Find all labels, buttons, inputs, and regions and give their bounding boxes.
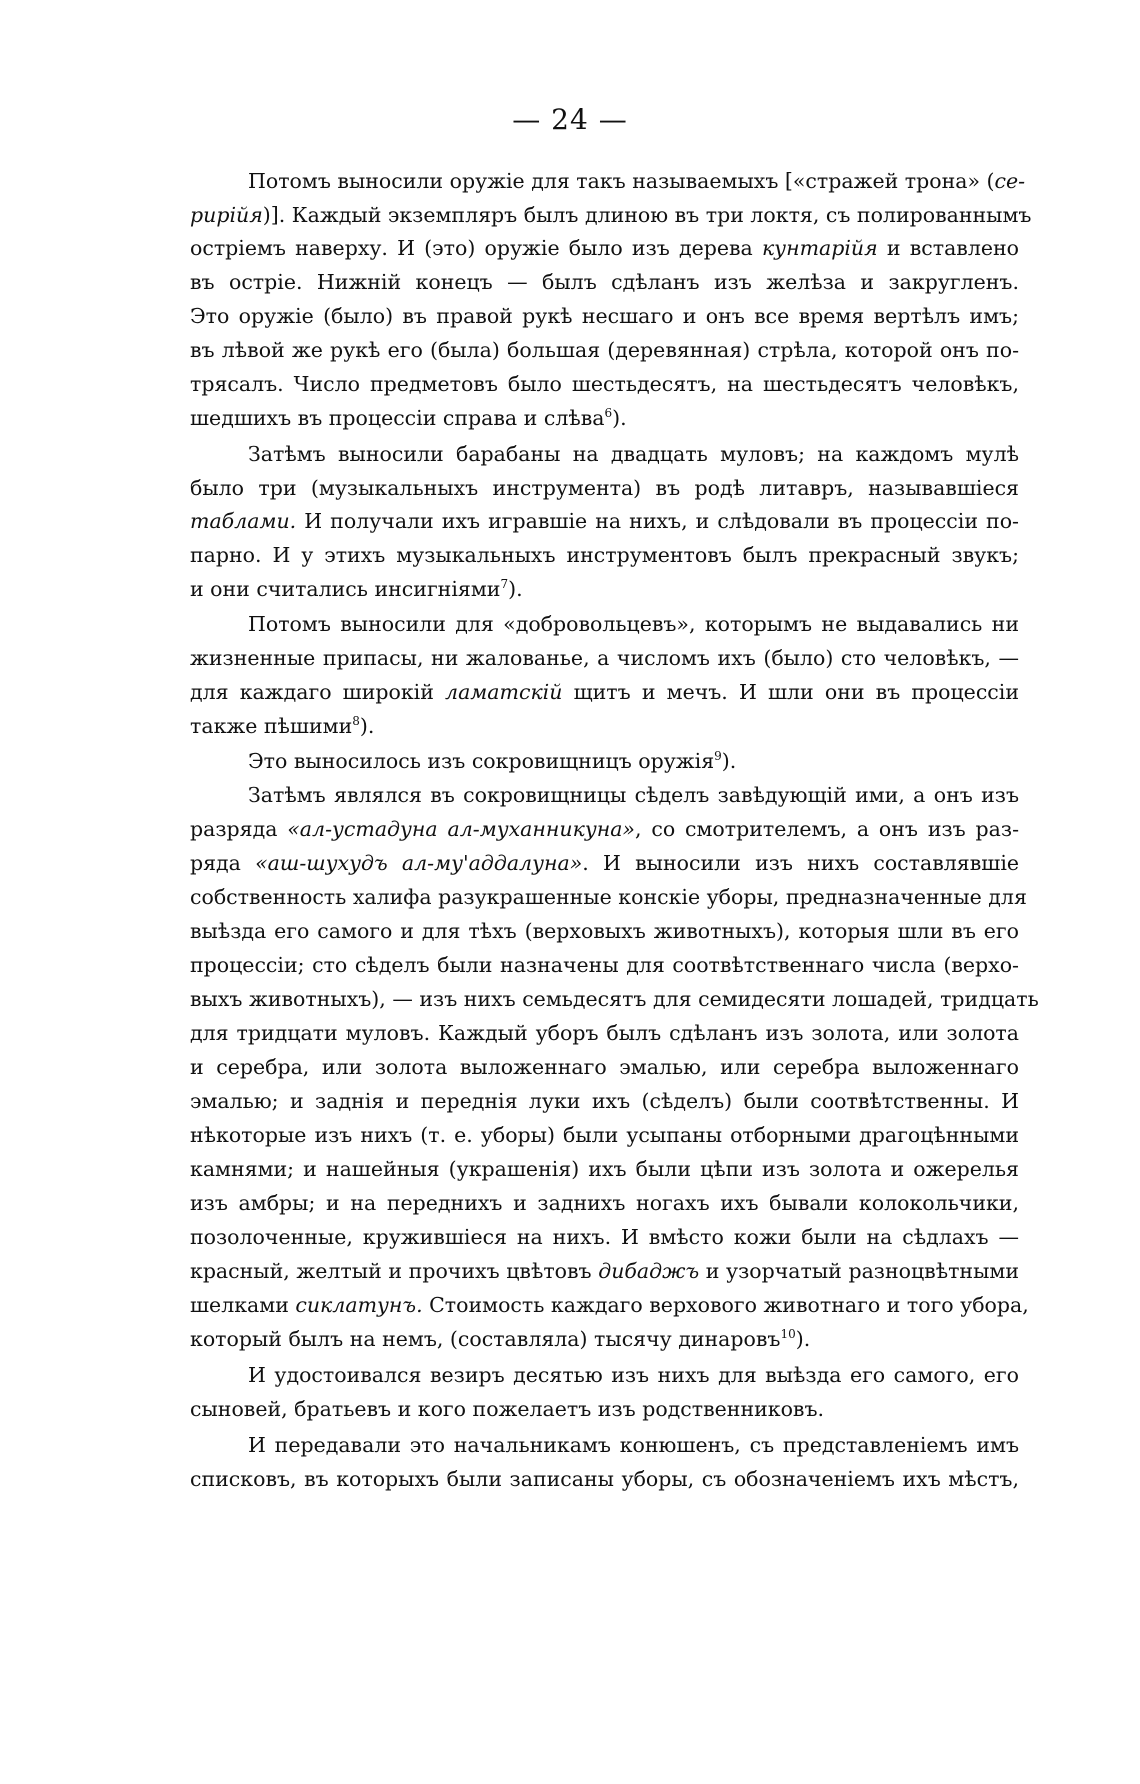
text-line: сыновей, братьевъ и кого пожелаетъ изъ родственниковъ.: [190, 1397, 825, 1421]
text-line: процессіи; сто сѣделъ были назначены для соотвѣтственнаго числа (верхо-: [190, 953, 1019, 977]
text-line: Потомъ выносили для «добровольцевъ», которымъ не выдавались ни: [248, 612, 1019, 636]
text-line: Потомъ выносили оружіе для такъ называемыхъ [«стражей трона» (се-: [248, 169, 1026, 193]
footnote-ref: 7: [500, 577, 509, 592]
text-line: шелками сиклатунъ. Стоимость каждаго верхового животнаго и того убора,: [190, 1293, 1029, 1317]
text-line: въ лѣвой же рукѣ его (была) большая (деревянная) стрѣла, которой онъ по-: [190, 338, 1019, 362]
footnote-ref: 8: [352, 714, 360, 729]
footnote-ref: 6: [604, 406, 613, 421]
text-line: списковъ, въ которыхъ были записаны уборы, съ обозначеніемъ ихъ мѣстъ,: [190, 1467, 1019, 1491]
text-line: трясалъ. Число предметовъ было шестьдесятъ, на шестьдесятъ человѣкъ,: [190, 372, 1019, 396]
text-line: камнями; и нашейныя (украшенія) ихъ были цѣпи изъ золота и ожерелья: [190, 1157, 1019, 1181]
text-line: выхъ животныхъ), — изъ нихъ семьдесятъ для семидесяти лошадей, тридцать: [190, 987, 1039, 1011]
footnote-ref: 9: [714, 749, 722, 764]
text-line: таблами. И получали ихъ игравшіе на нихъ, и слѣдовали въ процессіи по-: [190, 509, 1019, 533]
text-line: въ остріе. Нижній конецъ — былъ сдѣланъ изъ желѣза и закругленъ.: [190, 270, 1019, 294]
text-line: остріемъ наверху. И (это) оружіе было изъ дерева кунтарійя и вставлено: [190, 236, 1019, 260]
text-line: и серебра, или золота выложеннаго эмалью, или серебра выложеннаго: [190, 1055, 1019, 1079]
text-line: Это оружіе (было) въ правой рукѣ несшаго и онъ все время вертѣлъ имъ;: [190, 304, 1019, 328]
text-line: разряда «ал-устадуна ал-муханникуна», со смотрителемъ, а онъ изъ раз-: [190, 817, 1019, 841]
text-line: красный, желтый и прочихъ цвѣтовъ дибаджъ и узорчатый разноцвѣтными: [190, 1259, 1019, 1283]
text-line: и они считались инсигніями$^7$).: [190, 577, 523, 601]
text-line: было три (музыкальныхъ инструмента) въ родѣ литавръ, называвшіеся: [190, 476, 1019, 500]
text-line: выѣзда его самого и для тѣхъ (верховыхъ животныхъ), которыя шли въ его: [190, 919, 1019, 943]
text-line: который былъ на немъ, (составляла) тысячу динаровъ$^{10}$).: [190, 1327, 811, 1351]
text-line: Это выносилось изъ сокровищницъ оружія$^9$).: [248, 749, 737, 773]
text-line: позолоченные, кружившіеся на нихъ. И вмѣсто кожи были на сѣдлахъ —: [190, 1225, 1019, 1249]
text-line: нѣкоторые изъ нихъ (т. е. уборы) были усыпаны отборными драгоцѣнными: [190, 1123, 1019, 1147]
text-line: жизненные припасы, ни жалованье, а числомъ ихъ (было) сто человѣкъ, —: [190, 646, 1019, 670]
text-line: Затѣмъ выносили барабаны на двадцать муловъ; на каждомъ мулѣ: [248, 442, 1019, 466]
text-line: эмалью; и заднія и переднія луки ихъ (сѣделъ) были соотвѣтственны. И: [190, 1089, 1019, 1113]
text-line: шедшихъ въ процессіи справа и слѣва$^6$).: [190, 406, 627, 430]
text-line: парно. И у этихъ музыкальныхъ инструментовъ былъ прекрасный звукъ;: [190, 543, 1019, 567]
text-line: также пѣшими$^8$).: [190, 714, 375, 738]
text-line: рирійя)]. Каждый экземпляръ былъ длиною въ три локтя, съ полированнымъ: [190, 203, 1032, 227]
text-line: И передавали это начальникамъ конюшенъ, съ представленіемъ имъ: [248, 1433, 1019, 1457]
footnote-ref: 10: [780, 1327, 796, 1342]
text-line: изъ амбры; и на переднихъ и заднихъ ногахъ ихъ бывали колокольчики,: [190, 1191, 1019, 1215]
text-line: ряда «аш-шухудъ ал-му'аддалуна». И выносили изъ нихъ составлявшіе: [190, 851, 1020, 875]
page-number: — 24 —: [512, 103, 628, 136]
text-line: для тридцати муловъ. Каждый уборъ былъ сдѣланъ изъ золота, или золота: [190, 1021, 1019, 1045]
text-line: собственность халифа разукрашенные конскіе уборы, предназначенные для: [190, 885, 1027, 909]
text-line: для каждаго широкій ламатскій щитъ и мечъ. И шли они въ процессіи: [190, 680, 1019, 704]
text-line: И удостоивался везиръ десятью изъ нихъ для выѣзда его самого, его: [248, 1363, 1019, 1387]
text-line: Затѣмъ являлся въ сокровищницы сѣделъ завѣдующій ими, а онъ изъ: [248, 783, 1019, 807]
